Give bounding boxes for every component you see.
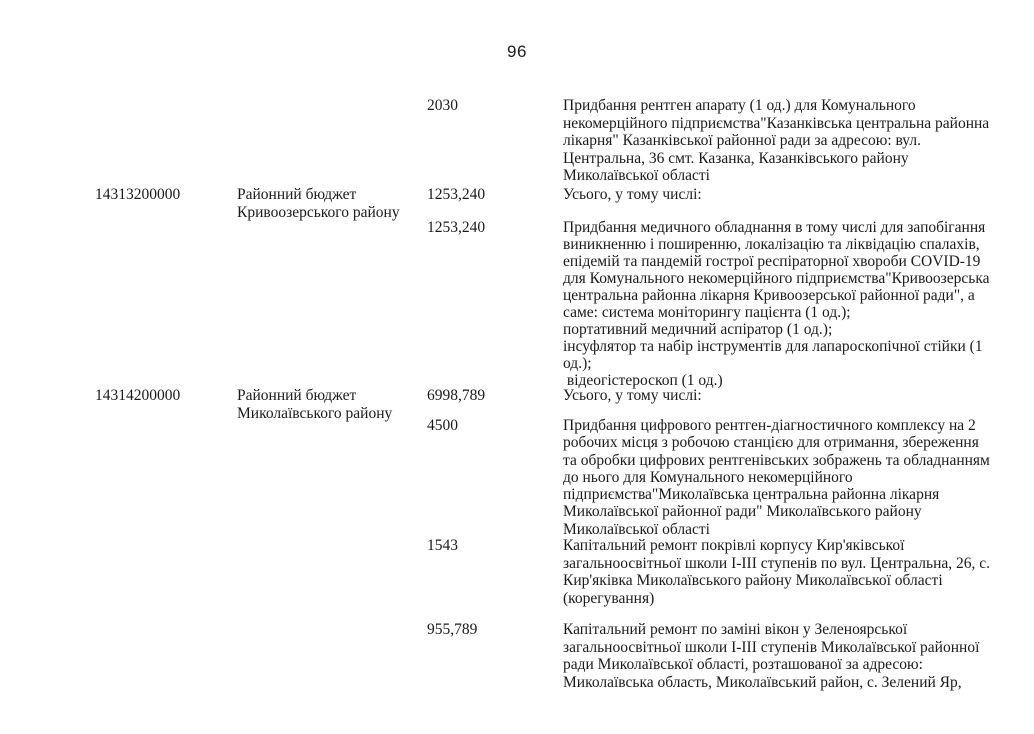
budget-name-line: Районний бюджет [237,387,357,404]
description-line: до нього для Комунального некомерційного [563,468,853,486]
description-line: Центральна, 36 смт. Казанка, Казанківського району [563,149,909,167]
description-line: (корегування) [563,589,655,607]
description-line: центральна районна лікарня Кривоозерської районної ради", а [563,287,975,304]
description-line: Капітальний ремонт по заміні вікон у Зеленоярської [563,621,908,638]
description-line: Миколаївської області [563,167,710,184]
amount-value: 955,789 [427,621,478,638]
description-line: саме: система моніторингу пацієнта (1 од.); [563,304,851,321]
page-number: 96 [507,42,527,61]
description-line: Миколаївська область, Миколаївський район, с. Зелений Яр, [563,673,962,691]
budget-name-line: Районний бюджет [237,186,357,203]
description-line: інсуфлятор та набір інструментів для лапароскопічної стійки (1 [563,338,983,355]
description-line: загальноосвітньої школи І-ІІІ ступенів по вул. Центральна, 26, с. [563,554,991,572]
budget-name [237,186,425,221]
budget-code: 14314200000 [95,387,181,404]
description-line: Капітальний ремонт покрівлі корпусу Кир'яківської [563,537,905,554]
amount-value: 1253,240 [427,186,486,203]
budget-name-line: Миколаївського району [237,404,393,422]
description [563,97,1003,185]
description [563,417,1003,538]
description [563,537,1003,607]
description-line: Миколаївської області [563,520,710,538]
description [563,186,1003,204]
description-line: Придбання медичного обладнання в тому числі для запобігання [563,219,986,236]
amount-value: 1543 [427,537,458,554]
description-line: підприємства"Миколаївська центральна районна лікарня [563,486,940,504]
description-line: робочих місця з робочою станцією для отримання, збереження [563,434,979,452]
description-line: Придбання цифрового рентген-діагностичного комплексу на 2 [563,417,976,434]
description-line: Придбання рентген апарату (1 од.) для Комунального [563,97,916,114]
description-line: виникненню і поширенню, локалізацію та ліквідацію спалахів, [563,236,980,253]
description-line: од.); [563,355,592,372]
description [563,621,1003,691]
description-line: Усього, у тому числі: [563,186,702,203]
description-line: ради Миколаївської області, розташованої за адресою: [563,656,923,673]
amount-value: 2030 [427,97,458,114]
description-line: загальноосвітньої школи І-ІІІ ступенів Миколаївської районної [563,638,980,656]
description-line: Миколаївської районної ради" Миколаївського району [563,503,922,521]
description [563,219,1003,389]
amount-value: 4500 [427,417,458,434]
budget-code: 14313200000 [95,186,181,203]
description-line: Кир'яківка Миколаївського району Миколаївської області [563,572,943,589]
description-line: для Комунального некомерційного підприємства"Кривоозерська [563,270,990,287]
description-line: лікарня" Казанківської районної ради за адресою: вул. [563,132,921,149]
description-line: відеогістероскоп (1 од.) [563,372,723,389]
budget-name-line: Кривоозерського району [237,203,400,221]
description-line: Усього, у тому числі: [563,387,702,404]
amount-value: 1253,240 [427,219,486,236]
budget-name [237,387,425,422]
description-line: та обробки цифрових рентгенівських зображень та обладнанням [563,451,990,469]
description-line: портативний медичний аспіратор (1 од.); [563,321,833,338]
description [563,387,1003,405]
description-line: некомерційного підприємства"Казанківська центральна районна [563,114,990,132]
amount-value: 6998,789 [427,387,486,404]
description-line: епідемій та пандемій гострої респіраторної хвороби COVID-19 [563,253,981,270]
